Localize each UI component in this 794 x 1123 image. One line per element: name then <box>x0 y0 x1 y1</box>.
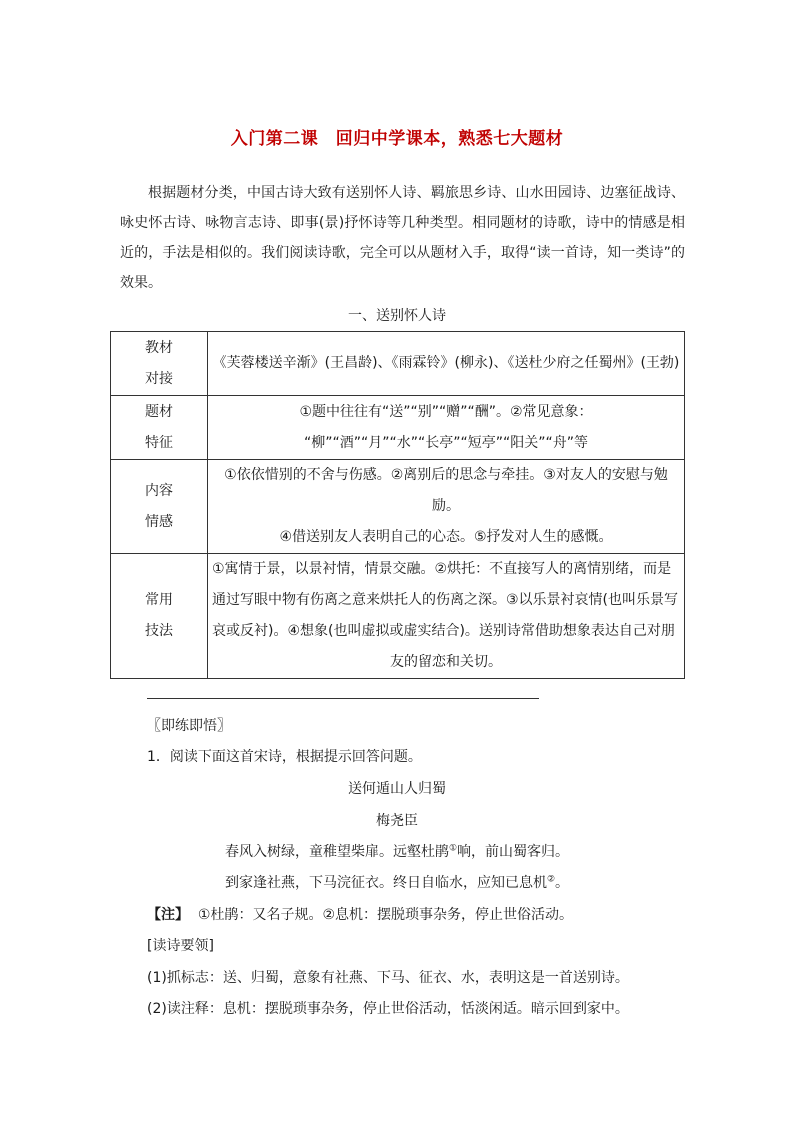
poem-text: 春风入树绿，童稚望柴扉。远壑杜鹃 <box>224 844 449 860</box>
genre-info-table <box>110 331 685 679</box>
lesson-title: 入门第二课 回归中学课本，熟悉七大题材 <box>230 129 564 149</box>
row-label-line: 题材 <box>145 403 173 420</box>
row-label-line: 技法 <box>145 623 173 639</box>
notes-label: 【注】 <box>147 907 189 923</box>
intro-paragraph: 根据题材分类，中国古诗大致有送别怀人诗、羁旅思乡诗、山水田园诗、边塞征战诗、咏史怀古诗、咏物言志诗、即事(景)抒怀诗等几种类型。相同题材的诗歌，诗中的情感是相近的，手法是相似的。我们阅读诗歌，完全可以从题材入手，取得“读一首诗，知一类诗”的效果。 <box>120 185 685 291</box>
section-heading: 一、送别怀人诗 <box>348 308 446 324</box>
row-content-line: ①题中往往有“送”“别”“赠”“酬”。②常见意象： <box>299 403 593 420</box>
row-content <box>208 460 685 554</box>
poem-text: 。 <box>555 875 570 891</box>
notes <box>147 904 573 924</box>
row-label-line: 对接 <box>145 370 173 387</box>
poem-line <box>0 841 794 861</box>
row-content-line: ④借送别友人表明自己的心态。⑤抒发对人生的感慨。 <box>279 529 613 545</box>
row-content-line: “柳”“酒”“月”“水”“长亭”“短亭”“阳关”“舟”等 <box>303 434 589 451</box>
row-label <box>111 554 208 679</box>
row-content-line: 通过写眼中物有伤离之意来烘托人的伤离之深。③以乐景衬哀情(也叫乐景写 <box>212 592 679 608</box>
poem-text: 响，前山蜀客归。 <box>457 844 570 860</box>
table-row <box>111 396 685 460</box>
guide-item: (2)读注释：息机：摆脱琐事杂务，停止世俗活动，恬淡闲适。暗示回到家中。 <box>147 1001 629 1017</box>
practice-question: 1．阅读下面这首宋诗，根据提示回答问题。 <box>147 749 422 765</box>
poem-author: 梅尧臣 <box>376 813 418 829</box>
divider <box>147 698 539 699</box>
row-label <box>111 332 208 396</box>
row-content-line: 友的留恋和关切。 <box>390 654 502 670</box>
row-label-line: 情感 <box>145 513 173 530</box>
row-content <box>208 554 685 679</box>
table-row <box>111 332 685 396</box>
row-content-line: ①寓情于景，以景衬情，情景交融。②烘托：不直接写人的离情别绪，而是 <box>212 561 672 577</box>
row-content-line: ①依依惜别的不舍与伤感。②离别后的思念与牵挂。③对友人的安慰与勉励。 <box>224 467 668 514</box>
poem-line <box>0 872 794 892</box>
table-row <box>111 460 685 554</box>
row-label-line: 特征 <box>145 434 173 451</box>
row-label-line: 教材 <box>145 339 173 356</box>
guide-heading: [读诗要领] <box>147 938 214 954</box>
row-label <box>111 396 208 460</box>
footnote-marker: ② <box>546 874 556 885</box>
guide-item: (1)抓标志：送、归蜀，意象有社燕、下马、征衣、水，表明这是一首送别诗。 <box>147 970 629 986</box>
row-content-line: 《芙蓉楼送辛渐》(王昌龄)、《雨霖铃》(柳永)、《送杜少府之任蜀州》(王勃) <box>212 355 680 371</box>
row-label <box>111 460 208 554</box>
row-content <box>208 396 685 460</box>
practice-heading: 〖即练即悟〗 <box>147 718 231 734</box>
notes-text: ①杜鹃：又名子规。②息机：摆脱琐事杂务，停止世俗活动。 <box>197 907 574 923</box>
poem-title: 送何遁山人归蜀 <box>348 781 446 797</box>
row-content-line: 哀或反衬)。④想象(也叫虚拟或虚实结合)。送别诗常借助想象表达自己对朋 <box>212 623 675 639</box>
row-label-line: 内容 <box>145 482 173 499</box>
row-label-line: 常用 <box>145 592 173 608</box>
poem-text: 到家逢社燕，下马浣征衣。终日自临水，应知已息机 <box>224 875 547 891</box>
row-content <box>208 332 685 396</box>
table-row <box>111 554 685 679</box>
footnote-marker: ① <box>448 843 458 854</box>
